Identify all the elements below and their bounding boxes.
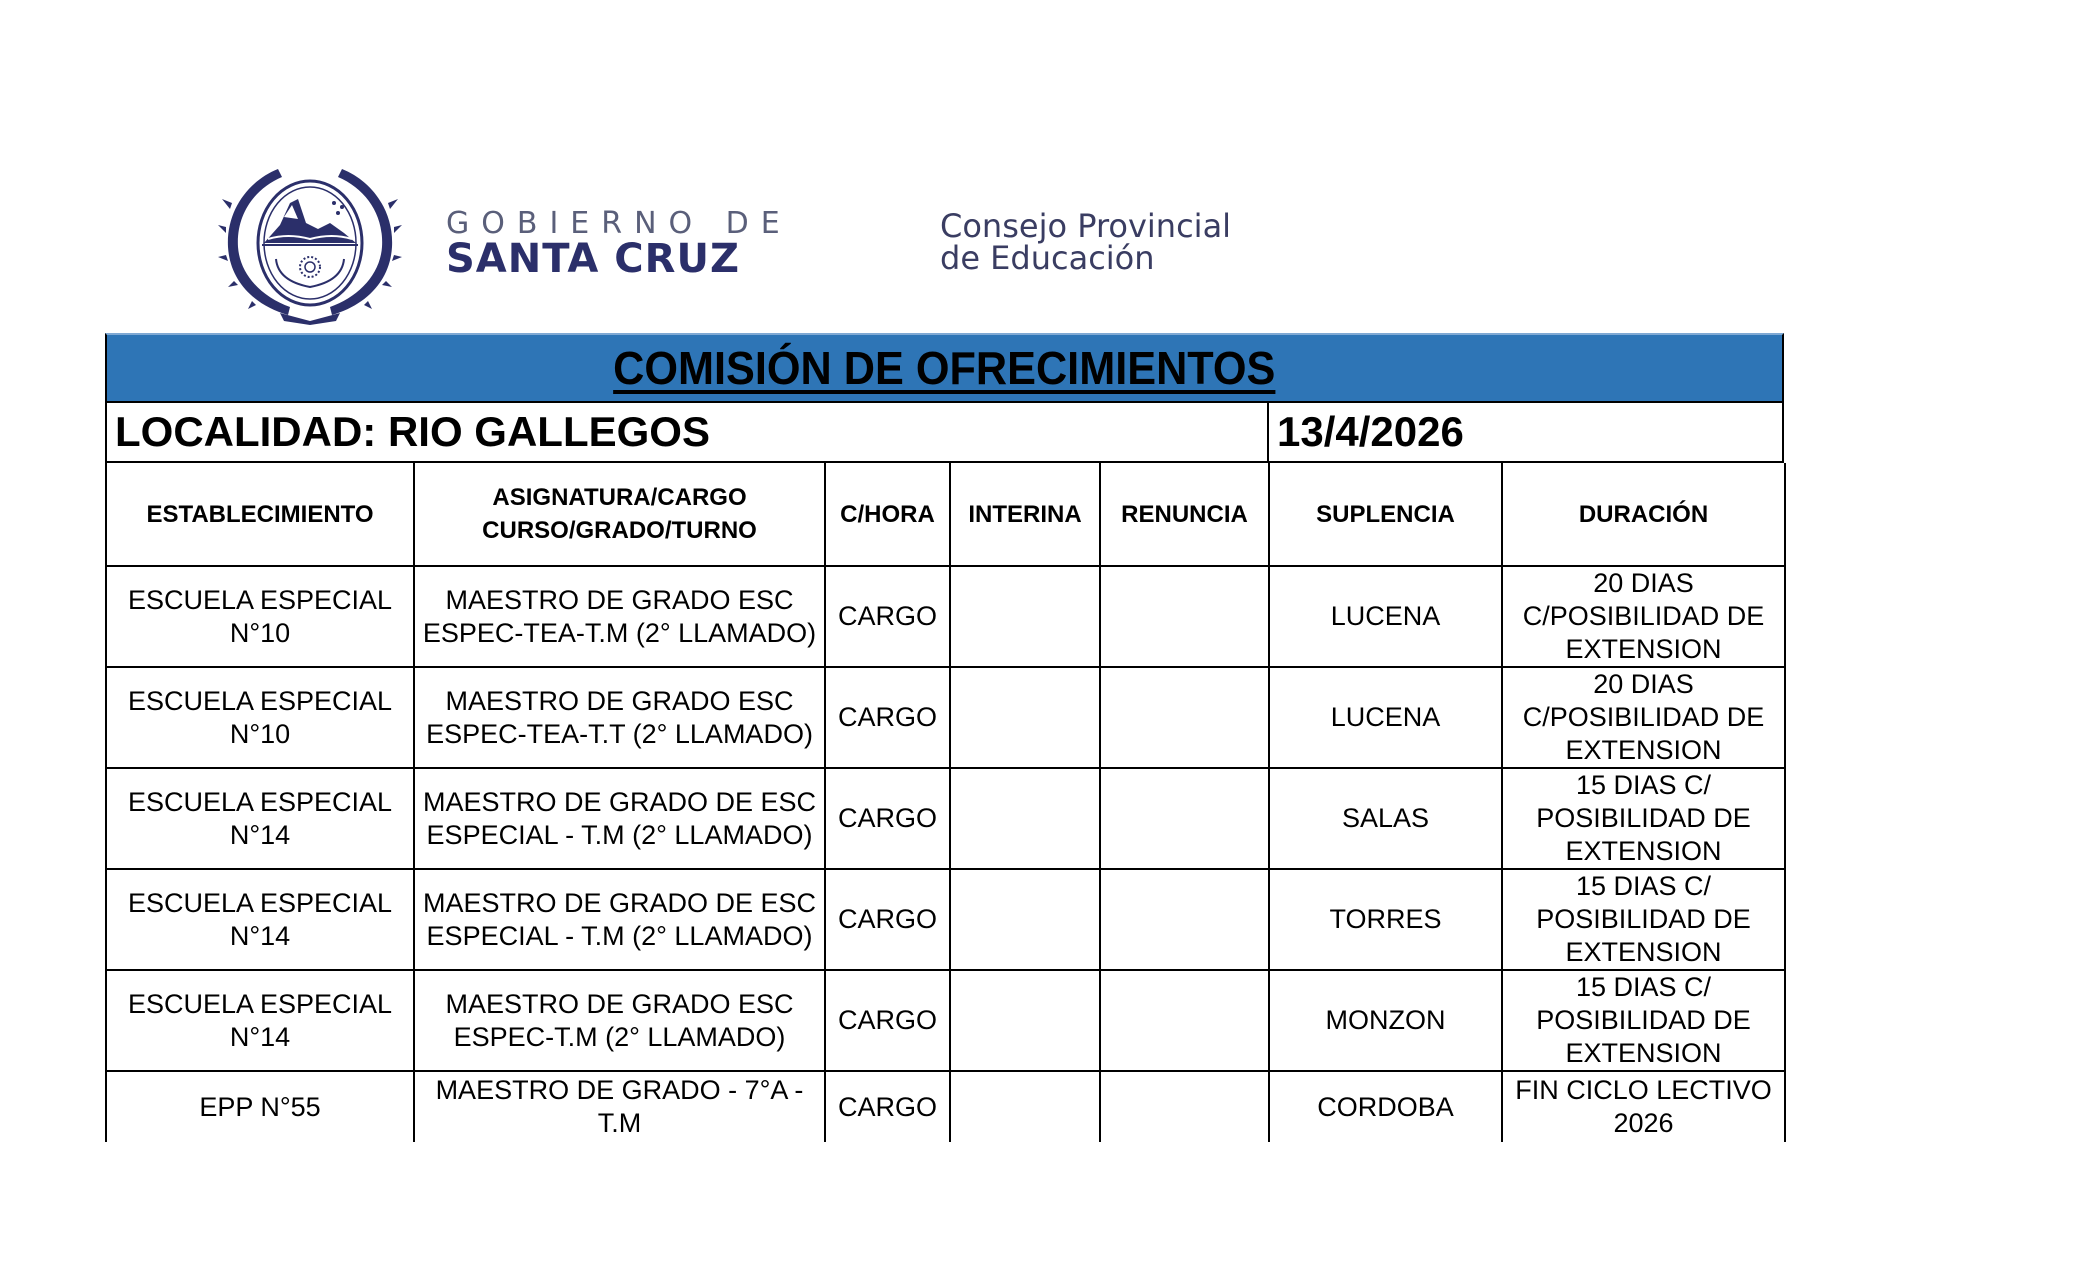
table-row xyxy=(106,768,1785,869)
cell-renuncia xyxy=(1100,869,1269,970)
cell-chora: CARGO xyxy=(825,768,950,869)
cell-establecimiento: ESCUELA ESPECIAL N°14 xyxy=(106,869,414,970)
table-row xyxy=(106,1071,1785,1142)
cell-asignatura: MAESTRO DE GRADO - 7°A - T.M xyxy=(414,1071,825,1142)
document-date: 13/4/2026 xyxy=(1277,408,1464,455)
cell-establecimiento: ESCUELA ESPECIAL N°10 xyxy=(106,667,414,768)
column-header-chora: C/HORA xyxy=(825,463,950,566)
cell-asignatura: MAESTRO DE GRADO ESC ESPEC-TEA-T.T (2° LLAMADO) xyxy=(414,667,825,768)
cell-duracion: FIN CICLO LECTIVO 2026 xyxy=(1502,1071,1785,1142)
consejo-provincial-text: Consejo Provincial xyxy=(940,207,1232,245)
column-header-asignatura: ASIGNATURA/CARGO CURSO/GRADO/TURNO xyxy=(414,463,825,566)
localidad-label: LOCALIDAD: RIO GALLEGOS xyxy=(107,403,1269,461)
cell-chora: CARGO xyxy=(825,970,950,1071)
localidad-row xyxy=(105,403,1784,463)
ofrecimientos-table xyxy=(105,463,1786,1142)
cell-chora: CARGO xyxy=(825,566,950,667)
ofrecimientos-sheet xyxy=(105,333,1784,1142)
cell-duracion: 15 DIAS C/ POSIBILIDAD DE EXTENSION xyxy=(1502,869,1785,970)
cell-establecimiento: ESCUELA ESPECIAL N°10 xyxy=(106,566,414,667)
cell-suplencia: LUCENA xyxy=(1269,566,1502,667)
cell-duracion: 20 DIAS C/POSIBILIDAD DE EXTENSION xyxy=(1502,566,1785,667)
table-row xyxy=(106,667,1785,768)
cell-asignatura: MAESTRO DE GRADO DE ESC ESPECIAL - T.M (2° LLAMADO) xyxy=(414,768,825,869)
cell-interina xyxy=(950,1071,1100,1142)
cell-asignatura: MAESTRO DE GRADO ESC ESPEC-T.M (2° LLAMADO) xyxy=(414,970,825,1071)
cell-suplencia: MONZON xyxy=(1269,970,1502,1071)
santa-cruz-text: SANTA CRUZ xyxy=(446,236,740,282)
cell-interina xyxy=(950,869,1100,970)
consejo-provincial-logo xyxy=(940,207,1232,277)
column-header-suplencia: SUPLENCIA xyxy=(1269,463,1502,566)
column-header-establecimiento: ESTABLECIMIENTO xyxy=(106,463,414,566)
column-header-duracion: DURACIÓN xyxy=(1502,463,1785,566)
cell-renuncia xyxy=(1100,1071,1269,1142)
table-row xyxy=(106,869,1785,970)
cell-interina xyxy=(950,970,1100,1071)
de-educacion-text: de Educación xyxy=(940,239,1155,277)
cell-duracion: 15 DIAS C/ POSIBILIDAD DE EXTENSION xyxy=(1502,970,1785,1071)
cell-suplencia: TORRES xyxy=(1269,869,1502,970)
title-banner xyxy=(105,333,1784,403)
santa-cruz-emblem-icon xyxy=(218,163,402,325)
cell-chora: CARGO xyxy=(825,869,950,970)
cell-establecimiento: ESCUELA ESPECIAL N°14 xyxy=(106,768,414,869)
cell-renuncia xyxy=(1100,768,1269,869)
cell-renuncia xyxy=(1100,970,1269,1071)
gobierno-santa-cruz-logo xyxy=(446,206,792,282)
cell-duracion: 15 DIAS C/ POSIBILIDAD DE EXTENSION xyxy=(1502,768,1785,869)
column-header-renuncia: RENUNCIA xyxy=(1100,463,1269,566)
cell-renuncia xyxy=(1100,566,1269,667)
cell-chora: CARGO xyxy=(825,1071,950,1142)
table-row xyxy=(106,970,1785,1071)
cell-suplencia: CORDOBA xyxy=(1269,1071,1502,1142)
cell-suplencia: LUCENA xyxy=(1269,667,1502,768)
cell-suplencia: SALAS xyxy=(1269,768,1502,869)
cell-establecimiento: EPP N°55 xyxy=(106,1071,414,1142)
cell-renuncia xyxy=(1100,667,1269,768)
cell-interina xyxy=(950,566,1100,667)
cell-asignatura: MAESTRO DE GRADO ESC ESPEC-TEA-T.M (2° LLAMADO) xyxy=(414,566,825,667)
cell-establecimiento: ESCUELA ESPECIAL N°14 xyxy=(106,970,414,1071)
cell-duracion: 20 DIAS C/POSIBILIDAD DE EXTENSION xyxy=(1502,667,1785,768)
gobierno-de-text: GOBIERNO DE xyxy=(446,206,792,241)
cell-chora: CARGO xyxy=(825,667,950,768)
cell-asignatura: MAESTRO DE GRADO DE ESC ESPECIAL - T.M (2° LLAMADO) xyxy=(414,869,825,970)
document-title: COMISIÓN DE OFRECIMIENTOS xyxy=(613,342,1276,394)
table-row xyxy=(106,566,1785,667)
table-header-row xyxy=(106,463,1785,566)
cell-interina xyxy=(950,768,1100,869)
column-header-interina: INTERINA xyxy=(950,463,1100,566)
cell-interina xyxy=(950,667,1100,768)
